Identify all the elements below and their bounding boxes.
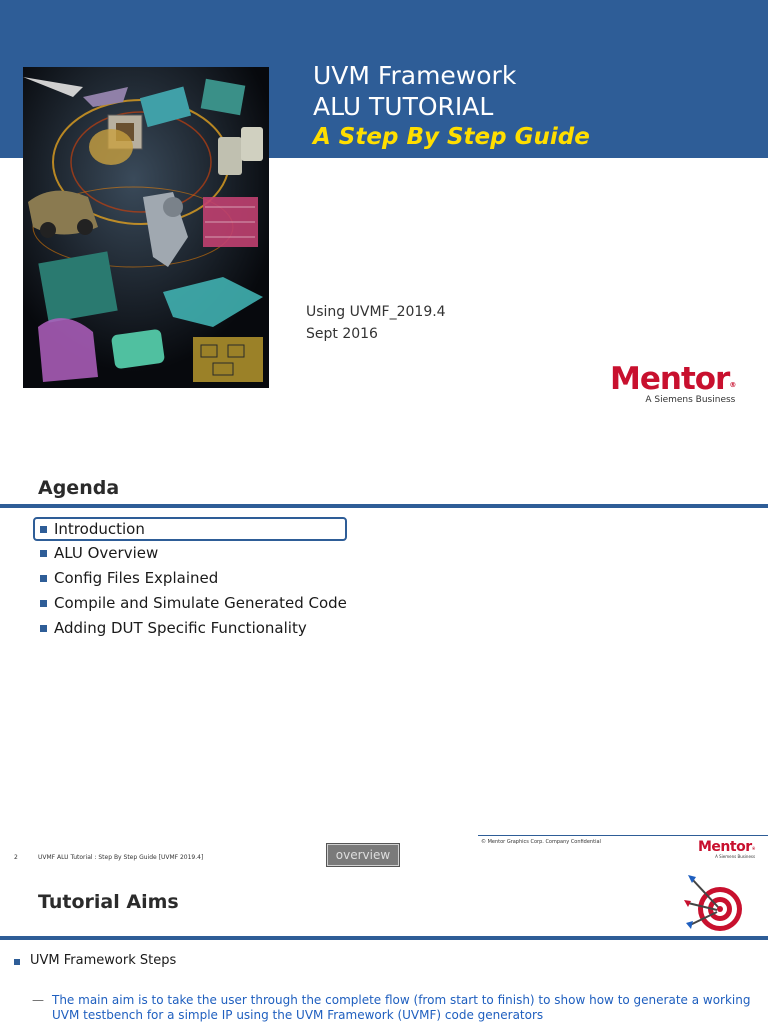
title-divider	[0, 936, 768, 940]
agenda-item-config-files[interactable]	[33, 566, 347, 591]
bullet-icon	[40, 575, 47, 582]
aims-bullet	[14, 953, 176, 968]
copyright-text: © Mentor Graphics Corp. Company Confidential	[481, 839, 601, 845]
date-text: Sept 2016	[306, 326, 378, 342]
agenda-title: Agenda	[38, 477, 120, 499]
page-number: 2	[14, 854, 18, 861]
aims-title: Tutorial Aims	[38, 891, 179, 913]
logo-wordmark: Mentor	[698, 839, 752, 855]
mentor-logo-small	[698, 839, 755, 859]
title-block	[313, 60, 590, 153]
agenda-item-alu-overview[interactable]	[33, 541, 347, 566]
logo-registered: ®	[729, 381, 736, 389]
agenda-list	[33, 517, 347, 641]
tutorial-aims-slide	[0, 871, 768, 1024]
logo-registered: ®	[751, 846, 756, 851]
agenda-item-label: ALU Overview	[54, 544, 159, 562]
overview-button[interactable]: overview	[327, 844, 399, 866]
cover-illustration	[23, 67, 269, 388]
logo-wordmark: Mentor	[610, 361, 730, 397]
logo-tagline: A Siemens Business	[715, 854, 756, 859]
aims-description: The main aim is to take the user through the complete flow (from start to finish) to show how to generate a working UVM testbench for a simple IP using the UVM Framework (UVMF) code generators	[52, 993, 751, 1022]
agenda-item-label: Introduction	[54, 520, 145, 538]
agenda-item-label: Config Files Explained	[54, 569, 219, 587]
bullet-icon	[14, 959, 20, 965]
version-text: Using UVMF_2019.4	[306, 304, 446, 320]
title-divider	[0, 504, 768, 508]
target-icon	[684, 873, 744, 939]
bullet-icon	[40, 550, 47, 557]
agenda-item-dut-functionality[interactable]	[33, 616, 347, 641]
mentor-logo	[610, 362, 735, 405]
slide-meta	[306, 301, 446, 345]
slide-footer	[0, 831, 768, 871]
dash-marker: —	[32, 993, 44, 1007]
agenda-slide	[0, 451, 768, 871]
logo-tagline: A Siemens Business	[645, 395, 736, 405]
footer-doc-title: UVMF ALU Tutorial : Step By Step Guide [UVMF 2019.4]	[38, 854, 204, 861]
title-line-2: ALU TUTORIAL	[313, 92, 494, 121]
footer-divider	[478, 835, 768, 836]
agenda-item-label: Compile and Simulate Generated Code	[54, 594, 347, 612]
agenda-item-compile-simulate[interactable]	[33, 591, 347, 616]
subtitle: A Step By Step Guide	[313, 124, 590, 150]
bullet-icon	[40, 625, 47, 632]
agenda-item-label: Adding DUT Specific Functionality	[54, 619, 307, 637]
aims-bullet-label: UVM Framework Steps	[30, 953, 177, 968]
agenda-item-introduction[interactable]	[33, 517, 347, 541]
title-slide	[0, 0, 768, 450]
bullet-icon	[40, 600, 47, 607]
bullet-icon	[40, 526, 47, 533]
title-line-1: UVM Framework	[313, 61, 517, 90]
